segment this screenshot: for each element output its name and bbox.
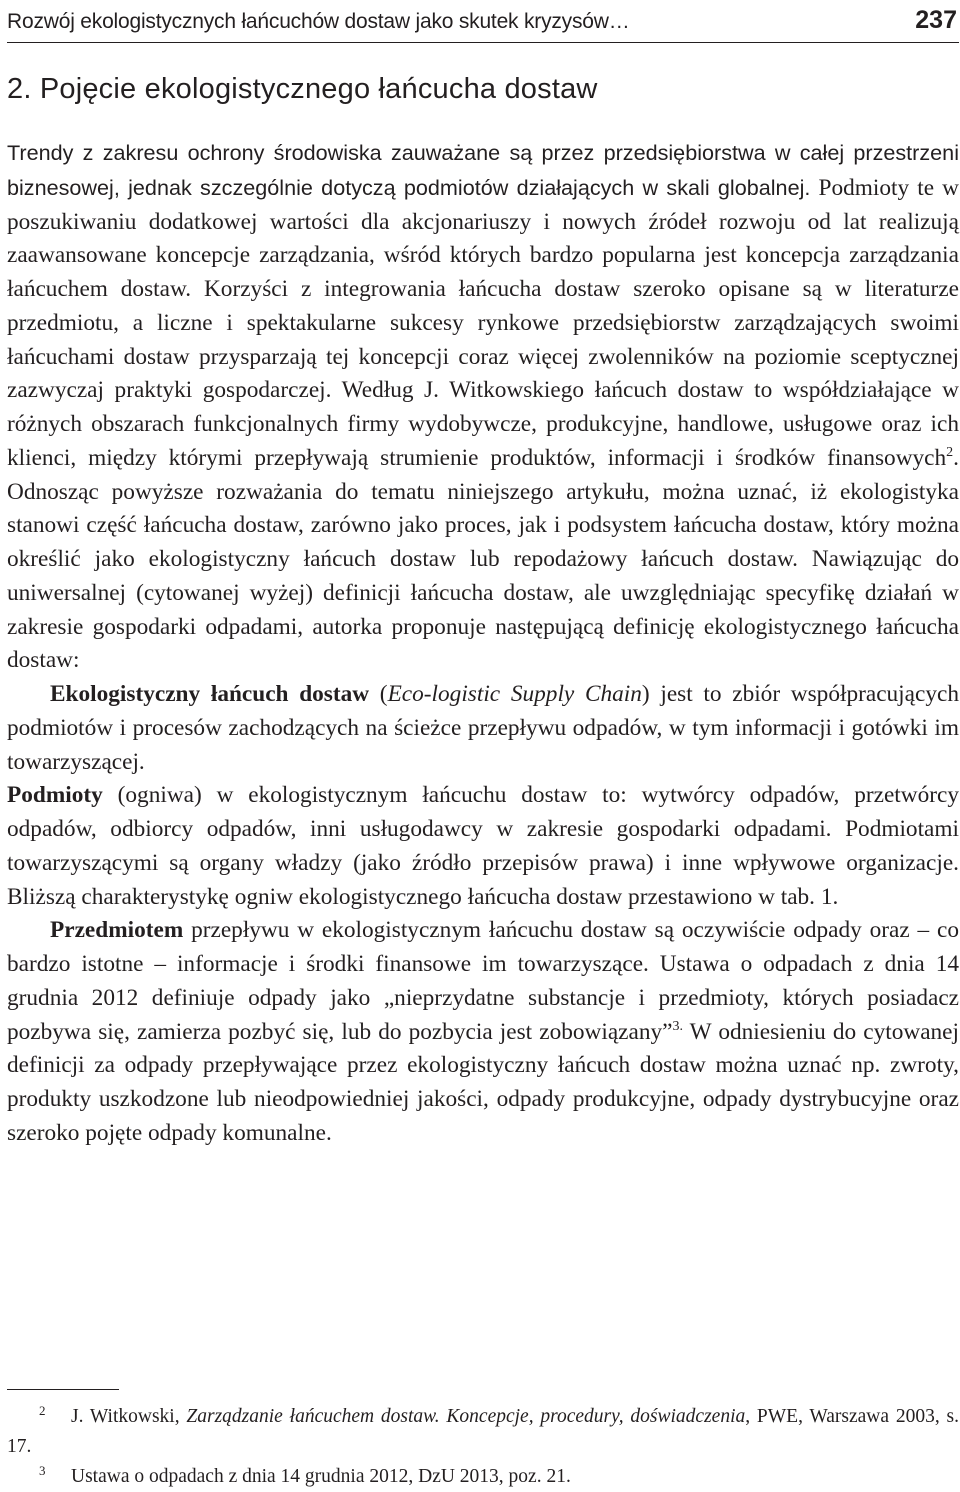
page — [7, 0, 959, 1151]
page-number: 237 — [915, 6, 957, 34]
footnote-divider — [7, 1389, 119, 1390]
running-header — [7, 0, 959, 43]
body-text — [7, 136, 959, 1151]
paragraph-intro-main: Podmioty te w poszukiwaniu dodatkowej wartości dla akcjonariuszy i nowych źródeł rozwoju od lat realizują zaawansowane koncepcje zarządzania, wśród których bardzo popularna jest koncepcja zarządzania łańcuchem dostaw. Korzyści z integrowania łańcucha dostaw szeroko opisane są w literaturze przedmiotu, a liczne i spektakularne sukcesy rynkowe przedsiębiorstw zarządzających swoimi łańcuchami dostaw przysparzają tej koncepcji coraz więcej zwolenników na poziomie sceptycznej zazwyczaj praktyki gospodarczej. Według J. Witkowskiego łańcuch dostaw to współdziałające w różnych obszarach funkcjonalnych firmy wydobywcze, produkcyjne, handlowe, usługowe oraz ich klienci, między którymi przepływają strumienie produktów, informacji i środków finansowych — [7, 174, 959, 471]
definition-term: Ekologistyczny łańcuch dostaw — [50, 681, 370, 707]
subject-text: przepływu w ekologistycznym łańcuchu dostaw są oczywiście odpady oraz – co bardzo istotne – informacje i środki finansowe im towarzyszące. Ustawa o odpadach z dnia 14 grudnia 2012 definiuje odpady jako „nieprzydatne substancje i przedmioty, których posiadacz pozbywa się, zamierza pozbyć się, lub do pozbycia jest zobowiązany” — [7, 917, 959, 1045]
paragraph-definition: Ekologistyczny łańcuch dostaw (Eco-logistic Supply Chain) jest to zbiór współpracujących podmiotów i procesów zachodzących na ścieżce przepływu odpadów, w tym informacji i gotówki im towarzyszącej. — [7, 681, 959, 775]
paragraph-intro — [7, 136, 959, 678]
entities-term: Podmioty — [7, 782, 103, 809]
definition-english: Eco-logistic Supply Chain — [387, 681, 642, 707]
running-title: Rozwój ekologistycznych łańcuchów dostaw jako skutek kryzysów… — [7, 10, 630, 33]
paragraph-entities — [7, 779, 959, 914]
footnote-ref-2: 2 — [946, 444, 954, 460]
footnote-3: $^3$ Ustawa o odpadach z dnia 14 grudnia 2012, DzU 2013, poz. 21. — [39, 1462, 571, 1487]
subject-term: Przedmiotem — [50, 917, 184, 944]
paragraph-subject — [7, 914, 959, 1150]
footnotes — [7, 1402, 959, 1492]
paragraph-intro-end: . Odnosząc powyższe rozważania do tematu niniejszego artykułu, można uznać, iż ekologistyka stanowi część łańcucha dostaw, zarówno jako proces, jak i podsystem łańcucha dostaw, który można określić jako ekologistyczny łańcuch dostaw lub repodażowy łańcuch dostaw. Nawiązując do uniwersalnej (cytowanej wyżej) definicji łańcucha dostaw, ale uwzględniając specyfikę działań w zakresie gospodarki odpadami, autorka proponuje następującą definicję ekologistycznego łańcucha dostaw: — [7, 444, 959, 674]
subject-text-end: W odniesieniu do cytowanej definicji za odpady przepływające przez ekologistyczny łańcuch dostaw można uznać np. zwroty, produkty uszkodzone lub nieodpowiedniej jakości, odpady produkcyjne, odpady dystrybucyjne oraz szeroko pojęte odpady komunalne. — [7, 1018, 959, 1146]
footnote-ref-3: 3. — [672, 1018, 683, 1034]
entities-text: (ogniwa) w ekologistycznym łańcuchu dostaw to: wytwórcy odpadów, przetwórcy odpadów, odbiorcy odpadów, inni usługodawcy w zakresie gospodarki odpadami. Podmiotami towarzyszącymi są organy władzy (jako źródło przepisów prawa) i inne wpływowe organizacje. Bliższą charakterystykę ogniw ekologistycznego łańcucha dostaw przestawiono w tab. 1. — [7, 782, 959, 910]
definition-text: ) jest to zbiór współpracujących podmiotów i procesów zachodzących na ścieżce przepływu odpadów, w tym informacji i gotówki im towarzyszącej. — [7, 681, 959, 775]
footnote-book-title: Zarządzanie łańcuchem dostaw. Koncepcje, procedury, doświadczenia — [186, 1406, 746, 1427]
section-title: 2. Pojęcie ekologistycznego łańcucha dostaw — [7, 73, 598, 105]
paragraph-intro-lead: Trendy z zakresu ochrony środowiska zauważane są przez przedsiębiorstwa w całej przestrzeni biznesowej, jednak szczególnie dotyczą podmiotów działających w skali globalnej. — [7, 140, 959, 200]
footnote-2: $^2$ J. Witkowski, Zarządzanie łańcuchem dostaw. Koncepcje, procedury, doświadczenia, PWE, Warszawa 2003, s. 17. — [7, 1402, 959, 1457]
